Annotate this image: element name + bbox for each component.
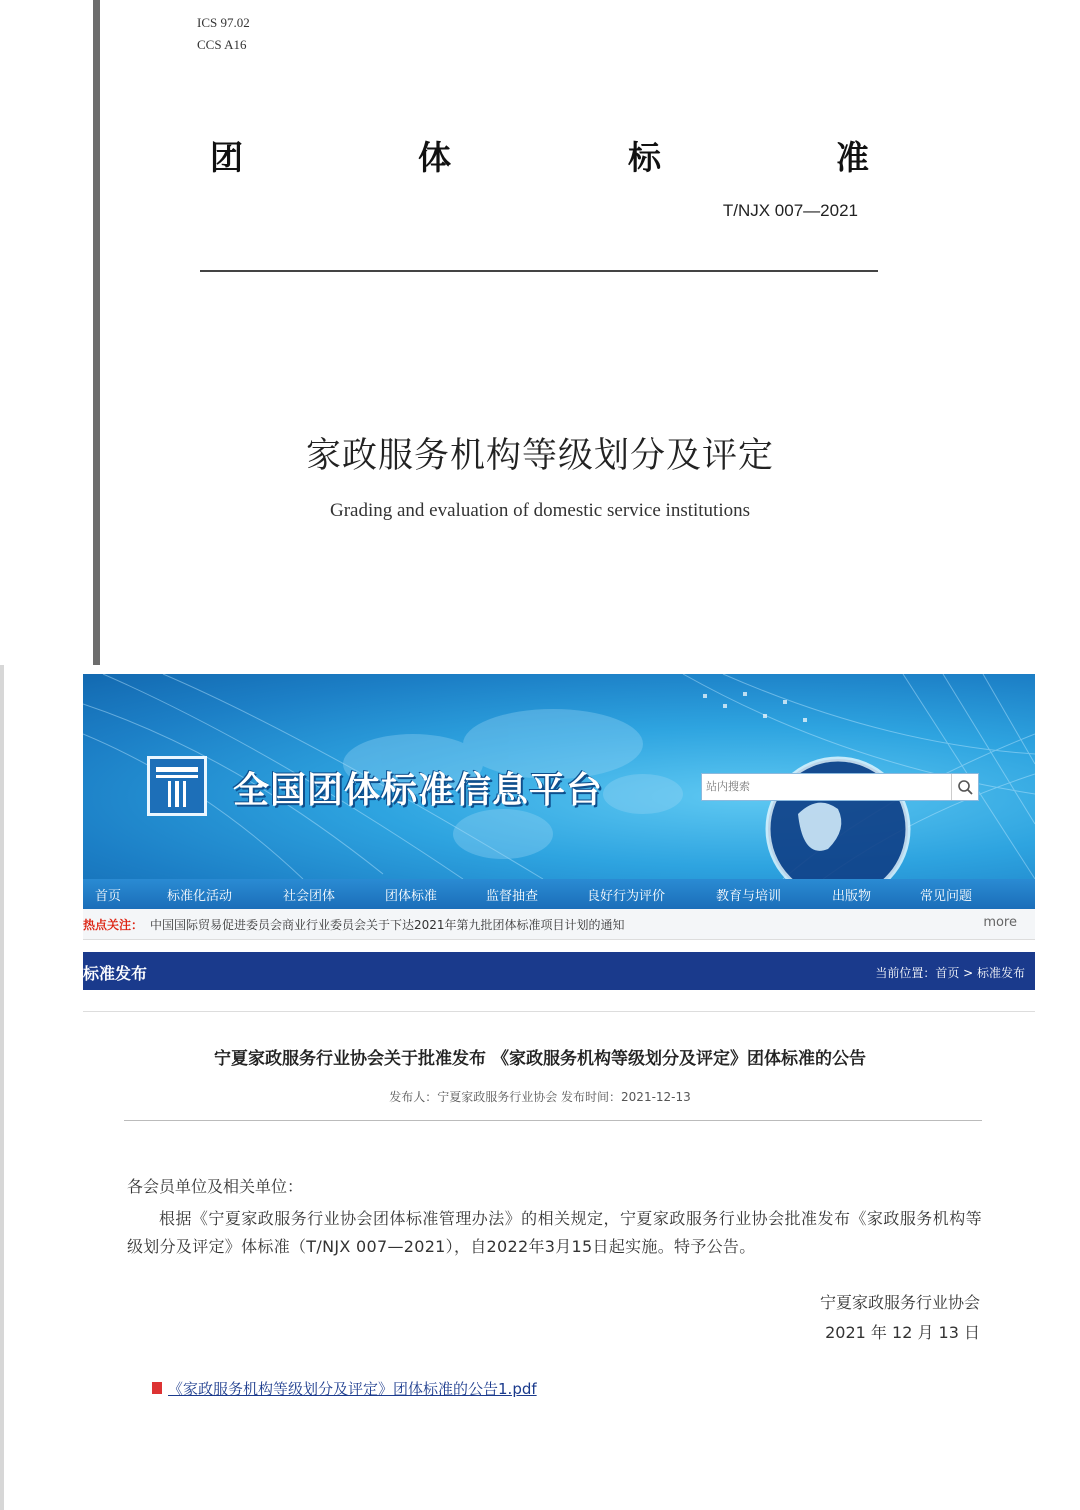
nav-education-training[interactable]: 教育与培训 (716, 889, 782, 904)
nav-social-groups[interactable]: 社会团体 (283, 889, 336, 904)
heading-char: 标 (628, 138, 661, 177)
signature-date: 2021 年 12 月 13 日 (825, 1323, 980, 1342)
pdf-file-icon (152, 1382, 162, 1394)
standard-cover-page (0, 0, 1080, 665)
article-divider (124, 1120, 982, 1121)
hot-notice-label: 热点关注： (83, 918, 144, 932)
article-title: 宁夏家政服务行业协会关于批准发布 《家政服务机构等级划分及评定》团体标准的公告 (214, 1049, 866, 1069)
heading-char: 体 (418, 138, 451, 177)
nav-good-conduct-evaluation[interactable]: 良好行为评价 (587, 889, 666, 904)
hot-notice-link[interactable]: 中国国际贸易促进委员会商业行业委员会关于下达2021年第九批团体标准项目计划的通知 (150, 918, 625, 932)
site-title: 全国团体标准信息平台 (233, 770, 604, 811)
announcement-paragraph: 根据《宁夏家政服务行业协会团体标准管理办法》的相关规定，宁夏家政服务行业协会批准发布《家政服务机构等级划分及评定》体标准（T/NJX 007—2021），自2022年3月15日起实施。特予公告。 (127, 1209, 982, 1256)
nav-standardization-activities[interactable]: 标准化活动 (167, 889, 233, 904)
heading-char: 准 (836, 138, 869, 177)
signature-block (820, 1288, 980, 1348)
ccs-code: CCS A16 (197, 37, 247, 52)
search-input[interactable] (704, 776, 948, 796)
nav-publications[interactable]: 出版物 (832, 889, 872, 904)
standard-title-cn: 家政服务机构等级划分及评定 (305, 436, 774, 476)
breadcrumb[interactable]: 当前位置：首页 > 标准发布 (875, 966, 1025, 980)
standard-type-heading (210, 132, 875, 180)
standard-number: T/NJX 007—2021 (722, 201, 858, 220)
site-search (701, 773, 979, 801)
website-screenshot (83, 674, 1035, 990)
nav-faq[interactable]: 常见问题 (920, 889, 973, 904)
attachment-link[interactable] (152, 1378, 537, 1399)
classification-codes (197, 12, 250, 56)
ics-code: ICS 97.02 (197, 15, 250, 30)
standard-title-en: Grading and evaluation of domestic service institutions (329, 500, 750, 521)
search-icon (952, 774, 978, 800)
nav-supervision[interactable]: 监督抽查 (486, 889, 539, 904)
article-body (127, 1173, 982, 1261)
main-nav (83, 879, 1035, 909)
attachment-filename[interactable]: 《家政服务机构等级划分及评定》团体标准的公告1.pdf (168, 1380, 537, 1398)
article-top-divider (83, 1011, 1035, 1012)
platform-logo (147, 756, 207, 816)
logo-t-icon (150, 759, 204, 813)
search-button[interactable] (951, 774, 978, 800)
nav-group-standards[interactable]: 团体标准 (385, 889, 438, 904)
cover-margin-bar (93, 0, 100, 665)
nav-home[interactable]: 首页 (95, 889, 122, 904)
divider (200, 270, 878, 272)
salutation: 各会员单位及相关单位： (127, 1177, 304, 1196)
section-title: 标准发布 (83, 964, 148, 983)
signature-org: 宁夏家政服务行业协会 (819, 1293, 980, 1312)
hot-notice-bar (83, 909, 1035, 940)
article-meta: 发布人：宁夏家政服务行业协会 发布时间：2021-12-13 (389, 1090, 691, 1104)
site-banner (83, 674, 1035, 879)
more-link[interactable]: more (983, 915, 1017, 930)
section-header (83, 952, 1035, 990)
heading-char: 团 (210, 138, 243, 177)
